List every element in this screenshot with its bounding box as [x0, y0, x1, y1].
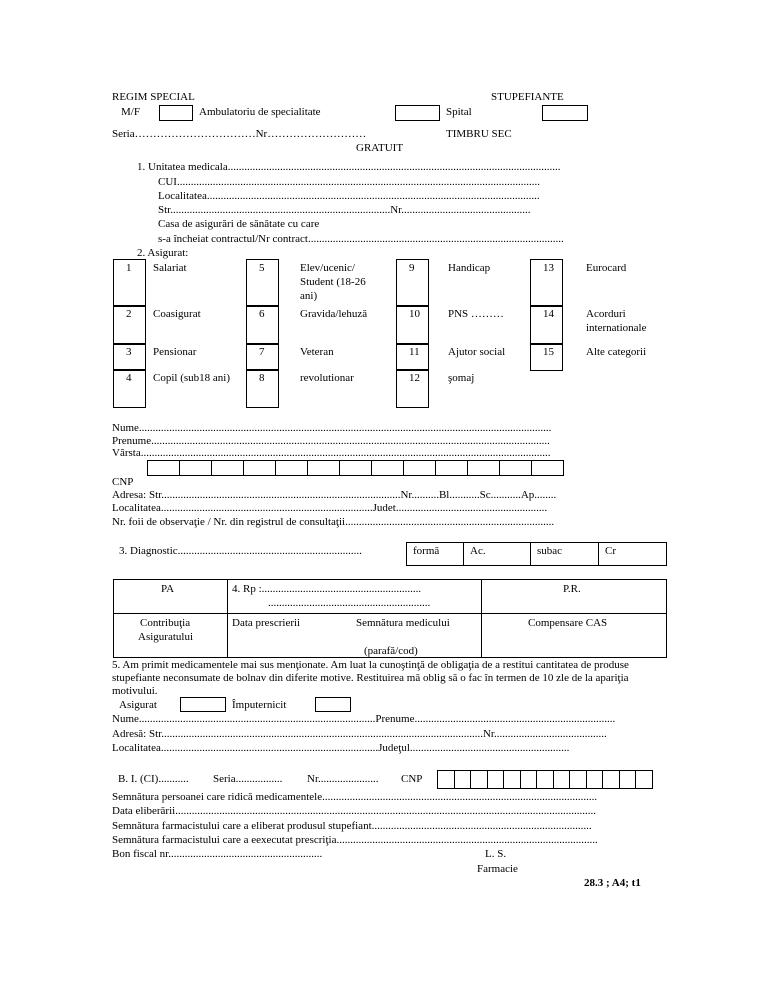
category-label-5: Elev/ucenic/ Student (18-26 ani) [300, 262, 366, 302]
receipt-para-2: stupefiante neconsumate de bolnav din diferite motive. Restituirea mă oblig să o fac în termen de 10 zle de la apariţia [112, 672, 629, 684]
receipt-nume: Nume......................................................................................Prenume......................................................................... [112, 713, 616, 725]
category-number-12: 12 [409, 372, 420, 384]
diag-forma-cell[interactable] [406, 542, 464, 566]
receipt-nr: Nr...................... [307, 773, 379, 785]
category-box-13[interactable] [530, 259, 563, 307]
diag-forma: formă [413, 545, 440, 557]
patient-cnp-digit-9[interactable] [403, 460, 436, 476]
gratuit: GRATUIT [356, 142, 404, 154]
receipt-cnp-digit-3[interactable] [470, 770, 488, 789]
diag-subac-cell[interactable] [530, 542, 599, 566]
category-label-11: Ajutor social [448, 346, 506, 358]
category-box-3[interactable] [113, 343, 146, 371]
category-number-10: 10 [409, 308, 420, 320]
category-number-4: 4 [126, 372, 132, 384]
category-box-12[interactable] [396, 369, 429, 408]
spital-box[interactable] [542, 105, 588, 121]
category-box-1[interactable] [113, 259, 146, 307]
category-box-6[interactable] [246, 305, 279, 345]
patient-cnp-digit-12[interactable] [499, 460, 532, 476]
category-number-3: 3 [126, 346, 132, 358]
form-code: 28.3 ; A4; t1 [584, 877, 641, 889]
category-number-8: 8 [259, 372, 265, 384]
ambulatoriu-box[interactable] [395, 105, 440, 121]
category-box-11[interactable] [396, 343, 429, 371]
category-label-4: Copil (sub18 ani) [153, 372, 230, 384]
mf-label: M/F [121, 106, 140, 118]
diag-subac: subac [537, 545, 563, 557]
receipt-cnp-label: CNP [401, 773, 423, 785]
rx-rp-cell[interactable] [227, 579, 482, 614]
category-label-3: Pensionar [153, 346, 197, 358]
category-label-12: şomaj [448, 372, 475, 384]
patient-adresa: Adresa: Str.......................................................................................Nr..........Bl...........Sc...........Ap........ [112, 489, 557, 501]
unitatea-medicala: 1. Unitatea medicala......................................................................................................................... [137, 161, 561, 173]
category-number-1: 1 [126, 262, 132, 274]
mf-box[interactable] [159, 105, 193, 121]
rx-pr: P.R. [563, 583, 581, 595]
rx-parafa: (parafă/cod) [364, 645, 418, 657]
receipt-imputernicit-box[interactable] [315, 697, 351, 712]
patient-cnp-digit-11[interactable] [467, 460, 500, 476]
patient-foi-observatie: Nr. foii de observaţie / Nr. din registrul de consultaţii............................................................................ [112, 516, 555, 528]
receipt-ls: L. S. [485, 848, 507, 860]
receipt-para-1: 5. Am primit medicamentele mai sus menţionate. Am luat la cunoştinţă de obligaţia de a restitui cantitatea de produse [112, 659, 629, 671]
rx-pa-cell[interactable] [113, 579, 228, 614]
category-number-14: 14 [543, 308, 554, 320]
rx-rp-line1: 4. Rp :.......................................................... [232, 583, 422, 595]
cui-line: CUI.................................................................................................................................... [158, 176, 540, 188]
patient-cnp-digit-13[interactable] [531, 460, 564, 476]
rx-rp-line2: ........................................................... [268, 597, 431, 609]
regim-special: REGIM SPECIAL [112, 91, 195, 103]
rx-data-prescrierii: Data prescrierii [232, 617, 301, 629]
receipt-adresa: Adresă: Str.....................................................................................................................Nr......................................... [112, 728, 607, 740]
patient-cnp-digit-4[interactable] [243, 460, 276, 476]
category-number-11: 11 [409, 346, 420, 358]
receipt-seria: Seria................. [213, 773, 283, 785]
receipt-cnp-digit-6[interactable] [520, 770, 538, 789]
category-number-2: 2 [126, 308, 132, 320]
diagnostic-line: 3. Diagnostic................................................................... [119, 545, 362, 557]
receipt-cnp-digit-13[interactable] [635, 770, 653, 789]
patient-nume: Nume...................................................................................................................................................... [112, 422, 552, 434]
category-box-14[interactable] [530, 305, 563, 345]
category-label-10: PNS ……… [448, 308, 504, 320]
rx-compensare: Compensare CAS [528, 617, 608, 629]
diag-ac-cell[interactable] [463, 542, 531, 566]
patient-cnp-digit-7[interactable] [339, 460, 372, 476]
rx-contributia-1: Contribuţia [140, 617, 191, 629]
category-box-5[interactable] [246, 259, 279, 307]
category-number-13: 13 [543, 262, 554, 274]
category-label-1: Salariat [153, 262, 187, 274]
receipt-cnp-digit-2[interactable] [454, 770, 472, 789]
category-number-15: 15 [543, 346, 554, 358]
category-box-2[interactable] [113, 305, 146, 345]
category-number-7: 7 [259, 346, 265, 358]
patient-cnp-digit-5[interactable] [275, 460, 308, 476]
receipt-bi: B. I. (CI)........... [118, 773, 189, 785]
receipt-cnp-digit-5[interactable] [503, 770, 521, 789]
asigurat-heading: 2. Asigurat: [137, 247, 189, 259]
category-box-9[interactable] [396, 259, 429, 307]
rx-semnatura-medicului: Semnătura medicului [356, 617, 450, 629]
receipt-semnatura-farmacist-1: Semnătura farmacistului care a eliberat produsul stupefiant................................................................................ [112, 820, 592, 832]
receipt-cnp-digit-1[interactable] [437, 770, 455, 789]
rx-pa: PA [161, 583, 175, 595]
receipt-cnp-digit-12[interactable] [619, 770, 637, 789]
stupefiante: STUPEFIANTE [491, 91, 564, 103]
diag-cr: Cr [605, 545, 616, 557]
unit-localitatea: Localitatea......................................................................................................................... [158, 190, 540, 202]
receipt-imputernicit: Împuternicit [232, 699, 287, 711]
category-label-9: Handicap [448, 262, 491, 274]
receipt-cnp-digit-4[interactable] [487, 770, 505, 789]
category-box-15[interactable] [530, 343, 563, 371]
receipt-semnatura-farmacist-2: Semnătura farmacistului care a eexecutat prescriţia............................................................................................... [112, 834, 598, 846]
category-label-7: Veteran [300, 346, 334, 358]
receipt-bon-fiscal: Bon fiscal nr........................................................ [112, 848, 323, 860]
patient-cnp-digit-10[interactable] [435, 460, 468, 476]
ambulatoriu-label: Ambulatoriu de specialitate [199, 106, 321, 118]
rx-compensare-cell[interactable] [481, 613, 667, 658]
receipt-semnatura-persoana: Semnătura persoanei care ridică medicamentele.................................................................................................... [112, 791, 598, 803]
patient-cnp-digit-8[interactable] [371, 460, 404, 476]
receipt-cnp-digit-11[interactable] [602, 770, 620, 789]
category-label-13: Eurocard [586, 262, 627, 274]
patient-cnp-digit-3[interactable] [211, 460, 244, 476]
casa-line1: Casa de asigurări de sănătate cu care [158, 218, 320, 230]
category-label-2: Coasigurat [153, 308, 201, 320]
category-number-6: 6 [259, 308, 265, 320]
category-box-4[interactable] [113, 369, 146, 408]
patient-localitatea: Localitatea.............................................................................Judet....................................................... [112, 502, 548, 514]
category-number-5: 5 [259, 262, 265, 274]
receipt-farmacie: Farmacie [477, 863, 518, 875]
patient-cnp-digit-6[interactable] [307, 460, 340, 476]
receipt-asigurat-box[interactable] [180, 697, 226, 712]
category-label-6: Gravida/lehuză [300, 308, 368, 320]
spital-label: Spital [446, 106, 472, 118]
receipt-asigurat: Asigurat [119, 699, 157, 711]
category-box-8[interactable] [246, 369, 279, 408]
diag-ac: Ac. [470, 545, 486, 557]
diag-cr-cell[interactable] [598, 542, 667, 566]
unit-str: Str................................................................................Nr............................................... [158, 204, 531, 216]
category-label-15: Alte categorii [586, 346, 647, 358]
receipt-data-eliberarii: Data eliberării......................................................................................................................................................... [112, 805, 596, 817]
receipt-cnp-digit-7[interactable] [536, 770, 554, 789]
rx-data-semnatura-cell[interactable] [227, 613, 482, 658]
patient-cnp-digit-2[interactable] [179, 460, 212, 476]
receipt-cnp-digit-8[interactable] [553, 770, 571, 789]
category-label-14: Acorduri internationale [586, 308, 647, 334]
patient-varsta: Vârsta..................................................................................................................................................... [112, 447, 551, 459]
patient-cnp-label: CNP [112, 476, 134, 488]
category-label-8: revolutionar [300, 372, 354, 384]
category-box-10[interactable] [396, 305, 429, 345]
receipt-cnp-digit-10[interactable] [586, 770, 604, 789]
casa-line2: s-a încheiat contractul/Nr contract............................................................................................. [158, 233, 564, 245]
timbru-sec: TIMBRU SEC [446, 128, 512, 140]
patient-prenume: Prenume................................................................................................................................................. [112, 435, 550, 447]
category-box-7[interactable] [246, 343, 279, 371]
receipt-cnp-digit-9[interactable] [569, 770, 587, 789]
receipt-para-3: motivului. [112, 685, 158, 697]
category-number-9: 9 [409, 262, 415, 274]
rx-pr-cell[interactable] [481, 579, 667, 614]
rx-contributia-cell[interactable] [113, 613, 228, 658]
patient-cnp-digit-1[interactable] [147, 460, 180, 476]
rx-contributia-2: Asiguratului [138, 631, 193, 643]
seria-line: Seria……………………………Nr……………………… [112, 128, 367, 140]
receipt-localitatea: Localitatea...............................................................................Judeţul.......................................................... [112, 742, 570, 754]
